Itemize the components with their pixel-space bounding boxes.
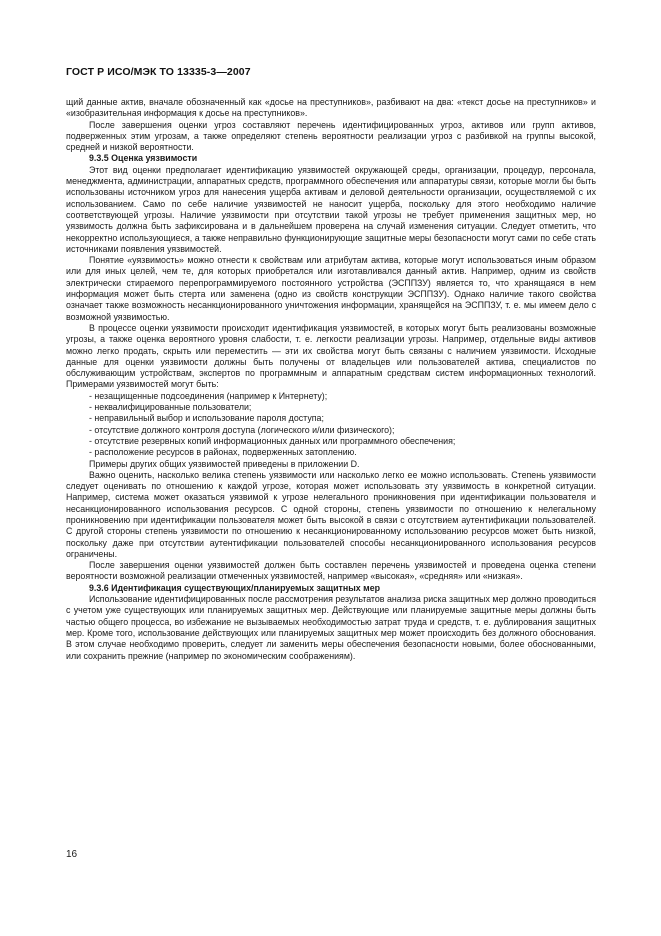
page-number: 16 (66, 849, 78, 860)
section-heading-9-3-5: 9.3.5 Оценка уязвимости (89, 153, 198, 164)
list-item: - расположение ресурсов в районах, подверженных затоплению. (89, 447, 357, 458)
paragraph-continuation: щий данные актив, вначале обозначенный как «досье на преступников», разбивают на два: «текст досье на преступников» и «изобразительная информация к досье на преступников». (66, 97, 596, 119)
list-item: - отсутствие резервных копий информационных данных или программного обеспечения; (89, 435, 456, 446)
paragraph-appendix-reference: Примеры других общих уязвимостей приведены в приложении D. (89, 458, 360, 469)
paragraph-vulnerability-degree: Важно оценить, насколько велика степень уязвимости или насколько легко ее можно использовать. Степень уязвимости следует оценивать по отношению к каждой угрозе, которая может использовать эту уязвимость в конкретной ситуации. Например, система может оказаться уязвимой к угрозе нелегального проникновения при идентификации пользователя и несанкционированного использования ресурсов. С одной стороны, степень уязвимости по отношению к нелегальному проникновению при идентификации пользователя может быть высокой в связи с отсутствием аутентификации пользователей. С другой стороны степень уязвимости по отношению к несанкционированному использованию ресурсов может быть низкой, поскольку даже при отсутствии аутентификации пользователей способы несанкционированного использования ресурсов ограничены. (66, 469, 596, 559)
section-heading-9-3-6: 9.3.6 Идентификация существующих/планируемых защитных мер (89, 582, 381, 593)
paragraph-vulnerability-process: В процессе оценки уязвимости происходит идентификация уязвимостей, в которых могут быть реализованы возможные угрозы, а также оценка вероятного уровня слабости, т. е. легкости реализации угрозы. Например, отдельные виды активов можно легко продать, скрыть или переместить — эти их свойства могут быть связаны с наличием уязвимости. Исходные данные для оценки уязвимости должны быть получены от владельцев или пользователей актива, специалистов по обслуживающим устройствам, экспертов по программным и аппаратным средствам систем информационных технологий. Примерами уязвимостей могут быть: (66, 322, 596, 390)
list-item: - отсутствие должного контроля доступа (логического и/или физического); (89, 424, 395, 435)
standard-header: ГОСТ Р ИСО/МЭК ТО 13335-3—2007 (66, 66, 251, 78)
document-body (66, 97, 596, 662)
vulnerability-examples-list (66, 391, 596, 459)
paragraph-vulnerability-assessment: Этот вид оценки предполагает идентификацию уязвимостей окружающей среды, организации, процедур, персонала, менеджмента, администрации, аппаратных средств, программного обеспечения или аппаратуры связи, которые могли бы быть использованы источником угроз для нанесения ущерба активам и деловой деятельности организации, осуществляемой с их использованием. Само по себе наличие уязвимостей не наносит ущерба, поскольку для этого необходимо наличие соответствующей угрозы. Наличие уязвимости при отсутствии такой угрозы не требует применения защитных мер, но уязвимость должна быть зафиксирована и в дальнейшем проверена на случай изменения ситуации. Следует отметить, что некорректно использующиеся, а также неправильно функционирующие защитные меры безопасности могут сами по себе стать источниками появления уязвимостей. (66, 164, 596, 254)
paragraph-vulnerability-list: После завершения оценки уязвимостей должен быть составлен перечень уязвимостей и проведена оценка степени вероятности возможной реализации отмеченных уязвимостей, например «высокая», «средняя» или «низкая». (66, 560, 596, 582)
paragraph-vulnerability-concept: Понятие «уязвимость» можно отнести к свойствам или атрибутам актива, которые могут использоваться иным образом или для иных целей, чем те, для которых приобретался или изготавливался данный актив. Например, одним из свойств электрически стираемого перепрограммируемого постоянного устройства (ЭСППЗУ) является то, что хранящаяся в нем информация может быть стерта или заменена (одно из свойств конструкции ЭСППЗУ). Однако наличие такого свойства означает также возможность несанкционированного уничтожения информации, хранящейся на ЭСППЗУ, т. е. мы имеем дело с возможной уязвимостью. (66, 255, 596, 322)
list-item: - неквалифицированные пользователи; (89, 402, 252, 413)
list-item: - незащищенные подсоединения (например к Интернету); (89, 390, 328, 401)
paragraph-existing-measures: Использование идентифицированных после рассмотрения результатов анализа риска защитных мер должно проводиться с учетом уже существующих или планируемых защитных мер. Действующие или планируемые защитные меры должны быть частью общего процесса, во избежание не вызываемых необходимостью затрат труда и средств, т. е. дублирования защитных мер. Кроме того, использование действующих или планируемых защитных мер может происходить без должного обоснования. В этом случае необходимо проверить, следует ли заменить меры обеспечения безопасности новыми, более обоснованными, или сохранить прежние (например по экономическим соображениям). (66, 594, 596, 661)
list-item: - неправильный выбор и использование пароля доступа; (89, 413, 324, 424)
paragraph-threat-list: После завершения оценки угроз составляют перечень идентифицированных угроз, активов или групп активов, подверженных этим угрозам, а также определяют степень вероятности реализации угроз с разбивкой на группы высокой, средней и низкой вероятности. (66, 119, 596, 153)
